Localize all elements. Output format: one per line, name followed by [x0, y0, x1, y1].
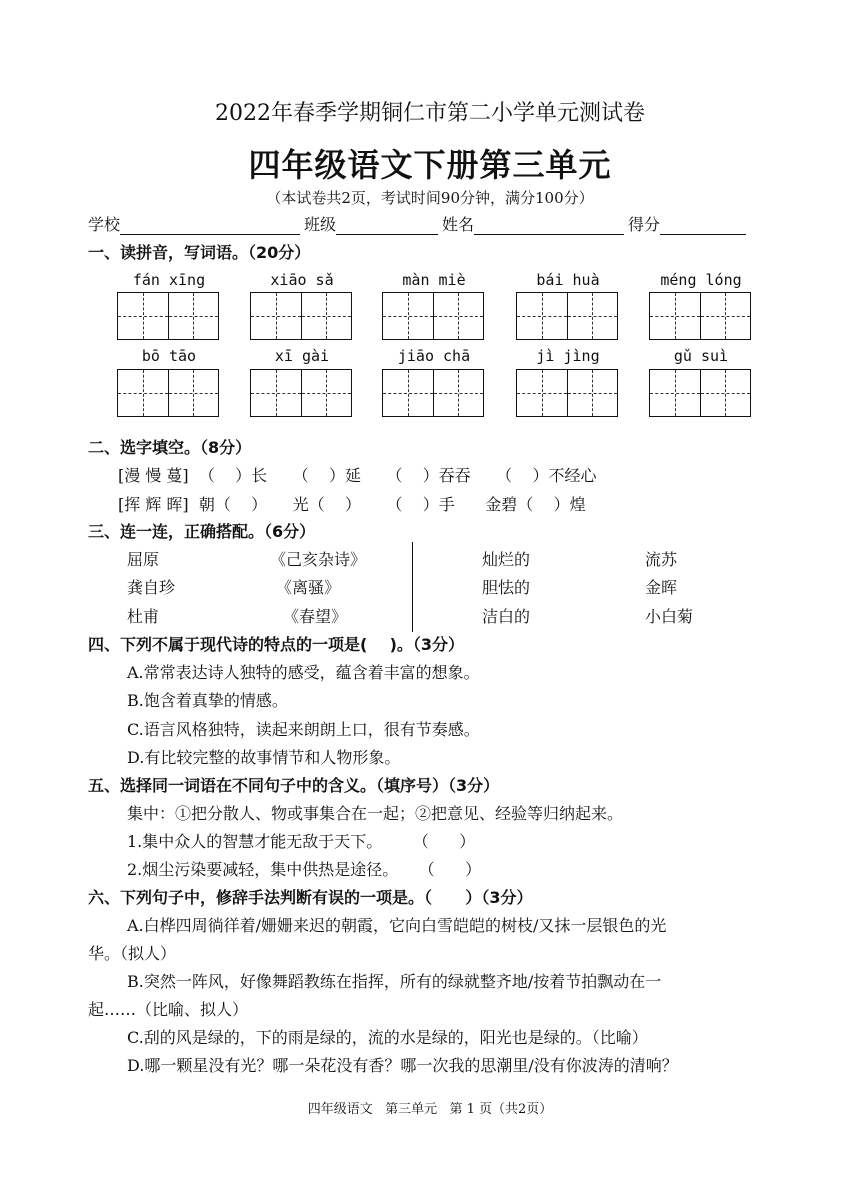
question-1: 1.集中众人的智慧才能无敌于天下。 （ ） [127, 832, 476, 851]
label-score: 得分 [628, 215, 661, 234]
author: 龚自珍 [127, 578, 176, 597]
section-6-heading: 六、下列句子中，修辞手法判断有误的一项是。（ ）（3分） [88, 888, 533, 907]
writing-box[interactable] [382, 292, 484, 340]
label-name: 姓名 [442, 215, 475, 234]
noun: 金晖 [645, 578, 678, 597]
section-2-heading: 二、选字填空。（8分） [88, 438, 252, 457]
section-3-heading: 三、连一连，正确搭配。（6分） [88, 522, 316, 541]
pinyin: jì jìng [536, 347, 600, 365]
writing-box[interactable] [516, 369, 618, 417]
blank-name[interactable] [474, 216, 624, 235]
work: 《己亥杂诗》 [270, 550, 367, 569]
fill-line-1: [漫 慢 蔓] （ ）长 （ ）延 （ ）吞吞 （ ）不经心 [118, 466, 597, 485]
pinyin: bái huà [536, 271, 600, 289]
option-a: A.常常表达诗人独特的感受，蕴含着丰富的想象。 [127, 663, 480, 682]
author: 屈原 [127, 550, 160, 569]
writing-box[interactable] [382, 369, 484, 417]
option-a-line-2: 华。（拟人） [88, 944, 177, 963]
pinyin: màn miè [402, 271, 466, 289]
option-a-line-1: A.白桦四周徜徉着/姗姗来迟的朝霞，它向白雪皑皑的树枝/又抹一层银色的光 [127, 916, 667, 935]
writing-box[interactable] [250, 292, 352, 340]
label-class: 班级 [304, 215, 337, 234]
adjective: 洁白的 [482, 607, 531, 626]
pinyin: xiāo sǎ [270, 271, 334, 289]
author: 杜甫 [127, 607, 160, 626]
option-d: D.有比较完整的故事情节和人物形象。 [127, 748, 401, 767]
writing-box[interactable] [117, 369, 219, 417]
section-4-heading: 四、下列不属于现代诗的特点的一项是( )。（3分） [88, 635, 465, 654]
divider-line [412, 542, 413, 632]
writing-box[interactable] [649, 292, 751, 340]
pinyin: méng lóng [660, 271, 742, 289]
option-b-line-2: 起……（比喻、拟人） [88, 1000, 249, 1019]
section-5-heading: 五、选择同一词语在不同句子中的含义。（填序号）（3分） [88, 776, 500, 795]
blank-score[interactable] [660, 216, 746, 235]
pinyin: bō tāo [141, 347, 197, 365]
writing-box[interactable] [516, 292, 618, 340]
adjective: 胆怯的 [482, 578, 531, 597]
option-d: D.哪一颗星没有光？哪一朵花没有香？哪一次我的思潮里/没有你波涛的清响？ [127, 1056, 678, 1075]
label-school: 学校 [88, 215, 121, 234]
work: 《离骚》 [276, 578, 341, 597]
option-c: C.刮的风是绿的，下的雨是绿的，流的水是绿的，阳光也是绿的。（比喻） [127, 1028, 648, 1047]
page-footer: 四年级语文 第三单元 第 1 页（共2页） [307, 1102, 553, 1117]
pinyin: jiāo chā [397, 347, 471, 365]
option-b: B.饱含着真挚的情感。 [127, 691, 288, 710]
fill-line-2: [挥 辉 晖] 朝（ ） 光（ ） （ ）手 金碧（ ）煌 [118, 495, 586, 514]
blank-school[interactable] [120, 216, 300, 235]
writing-box[interactable] [649, 369, 751, 417]
noun: 小白菊 [645, 607, 694, 626]
option-c: C.语言风格独特，读起来朗朗上口，很有节奏感。 [127, 720, 480, 739]
question-2: 2.烟尘污染要减轻，集中供热是途径。 （ ） [127, 860, 482, 879]
adjective: 灿烂的 [482, 550, 531, 569]
writing-box[interactable] [250, 369, 352, 417]
blank-class[interactable] [336, 216, 438, 235]
pinyin: xī gài [274, 347, 330, 365]
school-line: 2022年春季学期铜仁市第二小学单元测试卷 [215, 101, 645, 126]
writing-box[interactable] [117, 292, 219, 340]
page-title: 四年级语文下册第三单元 [248, 146, 612, 184]
work: 《春望》 [283, 607, 348, 626]
noun: 流苏 [645, 550, 678, 569]
definition: 集中：①把分散人、物或事集合在一起；②把意见、经验等归纳起来。 [127, 804, 624, 823]
section-1-heading: 一、读拼音，写词语。（20分） [88, 243, 311, 262]
pinyin: gǔ suì [673, 347, 729, 365]
page-subtitle: （本试卷共2页，考试时间90分钟，满分100分） [266, 189, 594, 207]
student-info-row [88, 212, 774, 235]
option-b-line-1: B.突然一阵风，好像舞蹈教练在指挥，所有的绿就整齐地/按着节拍飘动在一 [127, 972, 662, 991]
pinyin: fán xīng [132, 271, 206, 289]
